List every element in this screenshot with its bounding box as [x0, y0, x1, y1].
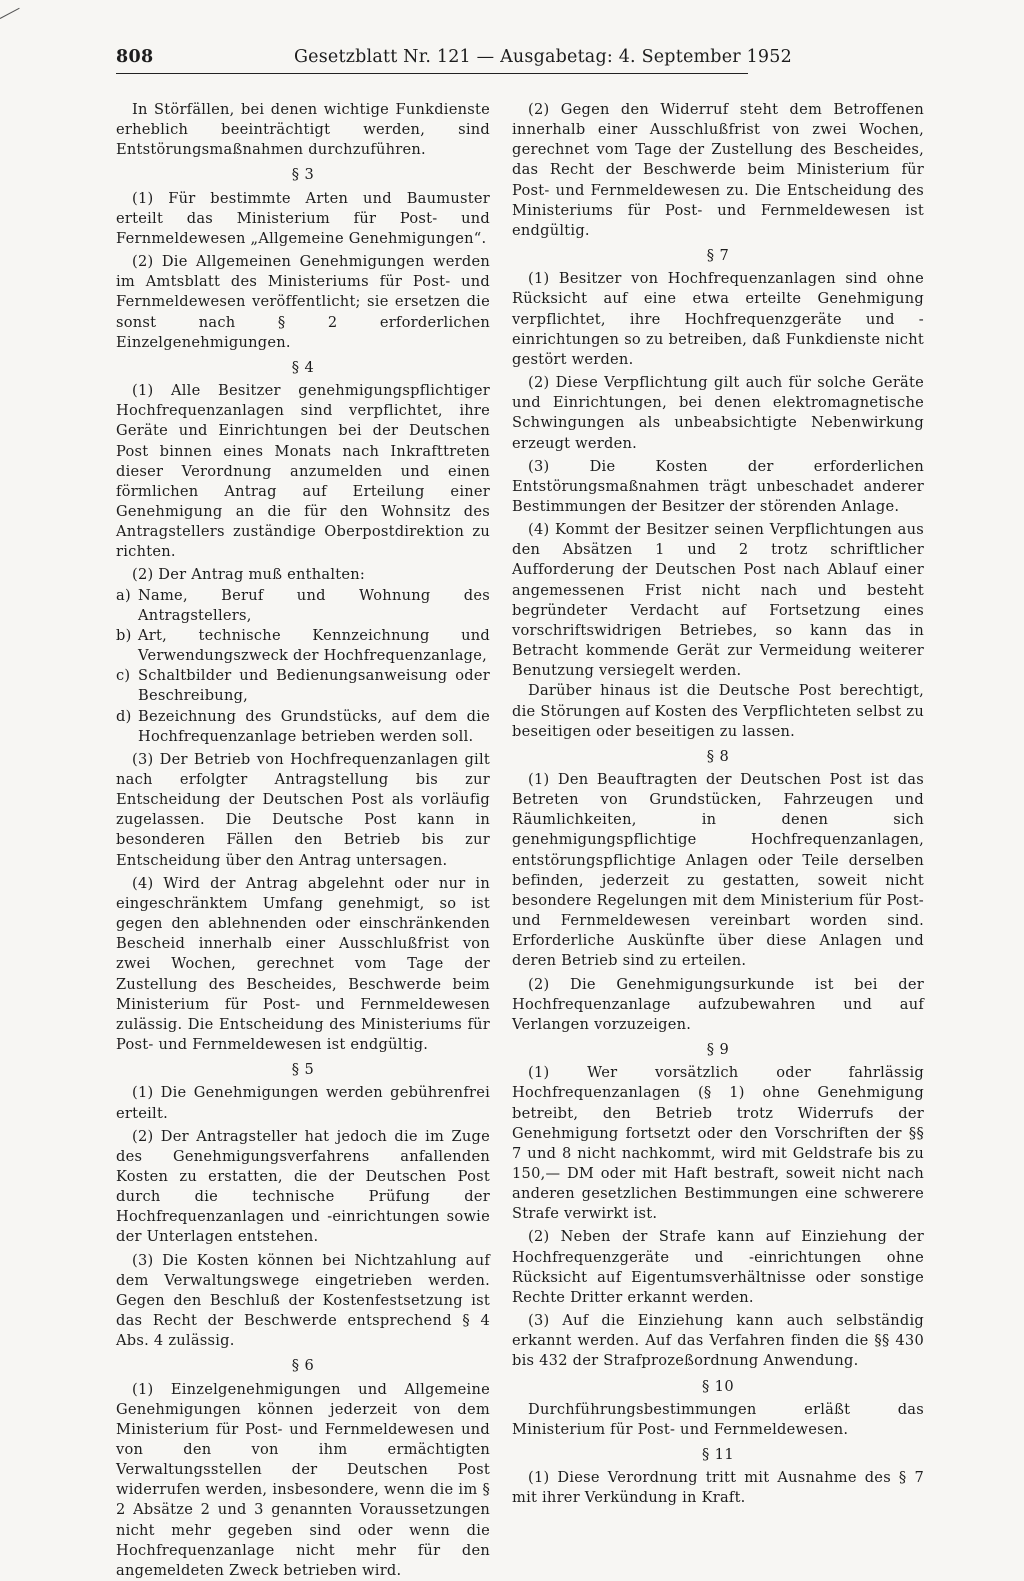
section-heading: § 10 [701, 1377, 735, 1395]
paragraph: (3) Die Kosten können bei Nichtzahlung auf dem Verwaltungswege eingetrieben werden. Gegen den Beschluß der Kostenfestsetzung ist das Recht der Beschwerde entsprechend § 4 Abs. 4 zulässig. [116, 1251, 490, 1350]
page-number: 808 [116, 47, 154, 67]
list-item [116, 626, 490, 666]
paragraph: (4) Wird der Antrag abgelehnt oder nur in eingeschränktem Umfang genehmigt, so ist gegen den ablehnenden oder einschränkenden Bescheid innerhalb einer Ausschlußfrist von zwei Wochen, gerechnet vom Tage der Zustellung des Bescheides, Beschwerde beim Ministerium für Post- und Fernmeldewesen zulässig. Die Entscheidung des Ministeriums für Post- und Fernmeldewesen ist endgültig. [116, 874, 490, 1054]
list-item [116, 586, 490, 626]
paragraph: (1) Einzelgenehmigungen und Allgemeine Genehmigungen können jederzeit von dem Ministerium für Post- und Fernmeldewesen und von den von ihm ermächtigten Verwaltungsstellen der Deutschen Post widerrufen werden, insbesondere, wenn die im § 2 Absätze 2 und 3 genannten Voraussetzungen nicht mehr gegeben sind oder wenn die Hochfrequenzanlage nicht mehr für den angemeldeten Zweck betrieben wird. [116, 1380, 490, 1579]
list-marker: d) [116, 707, 132, 725]
paragraph: (2) Der Antrag muß enthalten: [132, 566, 366, 584]
paragraph: (4) Kommt der Besitzer seinen Verpflichtungen aus den Absätzen 1 und 2 trotz schriftlicher Aufforderung der Deutschen Post nach Ablauf einer angemessenen Frist nicht nach und besteht begründeter Verdacht auf Fortsetzung eines vorschriftswidrigen Betriebes, so kann das in Betracht kommende Gerät zur Vermeidung weiterer Benutzung versiegelt werden. [512, 521, 924, 680]
paragraph: (1) Für bestimmte Arten und Baumuster erteilt das Ministerium für Post- und Fernmeldewesen „Allgemeine Genehmigungen“. [116, 189, 490, 247]
list-marker: c) [116, 667, 131, 685]
paragraph: (1) Die Genehmigungen werden gebührenfrei erteilt. [116, 1084, 490, 1122]
paragraph: (1) Diese Verordnung tritt mit Ausnahme des § 7 mit ihrer Verkündung in Kraft. [512, 1469, 924, 1507]
list-marker: a) [116, 586, 131, 604]
scan-corner-mark [0, 8, 20, 19]
paragraph: (1) Besitzer von Hochfrequenzanlagen sind ohne Rücksicht auf eine etwa erteilte Genehmigung verpflichtet, ihre Hochfrequenzgeräte und -einrichtungen so zu betreiben, daß Funkdienste nicht gestört werden. [512, 270, 924, 368]
paragraph: (2) Die Genehmigungsurkunde ist bei der Hochfrequenzanlage aufzubewahren und auf Verlangen vorzuzeigen. [512, 975, 924, 1033]
paragraph: (2) Die Allgemeinen Genehmigungen werden im Amtsblatt des Ministeriums für Post- und Fernmeldewesen veröffentlicht; sie ersetzen die sonst nach § 2 erforderlichen Einzelgenehmigungen. [116, 253, 490, 351]
paragraph: (2) Diese Verpflichtung gilt auch für solche Geräte und Einrichtungen, bei denen elektromagnetische Schwingungen als unbeabsichtigte Nebenwirkung erzeugt werden. [512, 374, 924, 452]
left-column [116, 100, 490, 1581]
paragraph: (2) Gegen den Widerruf steht dem Betroffenen innerhalb einer Ausschlußfrist von zwei Wochen, gerechnet vom Tage der Zustellung des Bescheides, das Recht der Beschwerde beim Ministerium für Post- und Fernmeldewesen zu. Die Entscheidung des Ministeriums für Post- und Fernmeldewesen ist endgültig. [512, 101, 924, 239]
section-heading: § 3 [291, 166, 315, 184]
paragraph: (3) Die Kosten der erforderlichen Entstörungsmaßnahmen trägt unbeschadet anderer Bestimmungen der Besitzer der störenden Anlage. [512, 457, 924, 515]
paragraph: (2) Der Antragsteller hat jedoch die im Zuge des Genehmigungsverfahrens anfallenden Kosten zu erstatten, die der Deutschen Post durch die technische Prüfung der Hochfrequenzanlagen und -einrichtungen sowie der Unterlagen entstehen. [116, 1127, 490, 1246]
gazette-title: Gesetzblatt Nr. 121 — Ausgabetag: 4. September 1952 [294, 47, 792, 67]
section-heading: § 9 [706, 1041, 730, 1059]
page-header [116, 47, 792, 74]
paragraph: (1) Wer vorsätzlich oder fahrlässig Hochfrequenzanlagen (§ 1) ohne Genehmigung betreibt, den Betrieb trotz Widerrufs der Genehmigung fortsetzt oder den Vorschriften der §§ 7 und 8 nicht nachkommt, wird mit Geldstrafe bis zu 150,— DM oder mit Haft bestraft, soweit nicht nach anderen gesetzlichen Bestimmungen eine schwerere Strafe verwirkt ist. [512, 1064, 924, 1223]
right-column [512, 100, 924, 1508]
section-heading: § 11 [701, 1446, 735, 1463]
section-heading: § 5 [291, 1061, 315, 1079]
list-text: Schaltbilder und Bedienungsanweisung oder Beschreibung, [138, 667, 490, 705]
section-heading: § 7 [706, 247, 730, 265]
list-marker: b) [116, 626, 132, 644]
list-text: Art, technische Kennzeichnung und Verwendungszweck der Hochfrequenzanlage, [138, 626, 490, 665]
paragraph: (1) Den Beauftragten der Deutschen Post ist das Betreten von Grundstücken, Fahrzeugen und Räumlichkeiten, in denen sich genehmigungspflichtige Hochfrequenzanlagen, entstörungspflichtige Anlagen oder Teile derselben befinden, jederzeit zu gestatten, soweit nicht besondere Regelungen mit dem Ministerium für Post- und Fernmeldewesen vereinbart worden sind. Erforderliche Auskünfte über diese Anlagen und deren Betrieb sind zu erteilen. [512, 771, 924, 970]
section-heading: § 8 [706, 747, 730, 765]
paragraph: Durchführungsbestimmungen erläßt das Ministerium für Post- und Fernmeldewesen. [512, 1400, 924, 1438]
list-text: Bezeichnung des Grundstücks, auf dem die Hochfrequenzanlage betrieben werden soll. [138, 707, 490, 745]
paragraph: (2) Neben der Strafe kann auf Einziehung der Hochfrequenzgeräte und -einrichtungen ohne Rücksicht auf Eigentumsverhältnisse oder sonstige Rechte Dritter erkannt werden. [512, 1228, 924, 1306]
paragraph: (3) Der Betrieb von Hochfrequenzanlagen gilt nach erfolgter Antragstellung bis zur Entscheidung der Deutschen Post als vorläufig zugelassen. Die Deutsche Post kann in besonderen Fällen den Betrieb bis zur Entscheidung über den Antrag untersagen. [116, 750, 490, 869]
list-text: Name, Beruf und Wohnung des Antragstellers, [138, 586, 490, 624]
paragraph: In Störfällen, bei denen wichtige Funkdienste erheblich beeinträchtigt werden, sind Entstörungsmaßnahmen durchzuführen. [116, 101, 490, 159]
section-heading: § 6 [291, 1357, 315, 1375]
paragraph: Darüber hinaus ist die Deutsche Post berechtigt, die Störungen auf Kosten des Verpflichteten selbst zu beseitigen oder beseitigen zu lassen. [512, 682, 924, 740]
section-heading: § 4 [291, 358, 315, 376]
list-item [116, 666, 490, 706]
paragraph: (1) Alle Besitzer genehmigungspflichtiger Hochfrequenzanlagen sind verpflichtet, ihre Geräte und Einrichtungen bei der Deutschen Post binnen eines Monats nach Inkrafttreten dieser Verordnung anzumelden und einen förmlichen Antrag auf Erteilung einer Genehmigung an die für den Wohnsitz des Antragstellers zuständige Oberpostdirektion zu richten. [116, 382, 490, 561]
list-item [116, 707, 490, 747]
paragraph: (3) Auf die Einziehung kann auch selbständig erkannt werden. Auf das Verfahren finden die §§ 430 bis 432 der Strafprozeßordnung Anwendung. [512, 1312, 924, 1370]
